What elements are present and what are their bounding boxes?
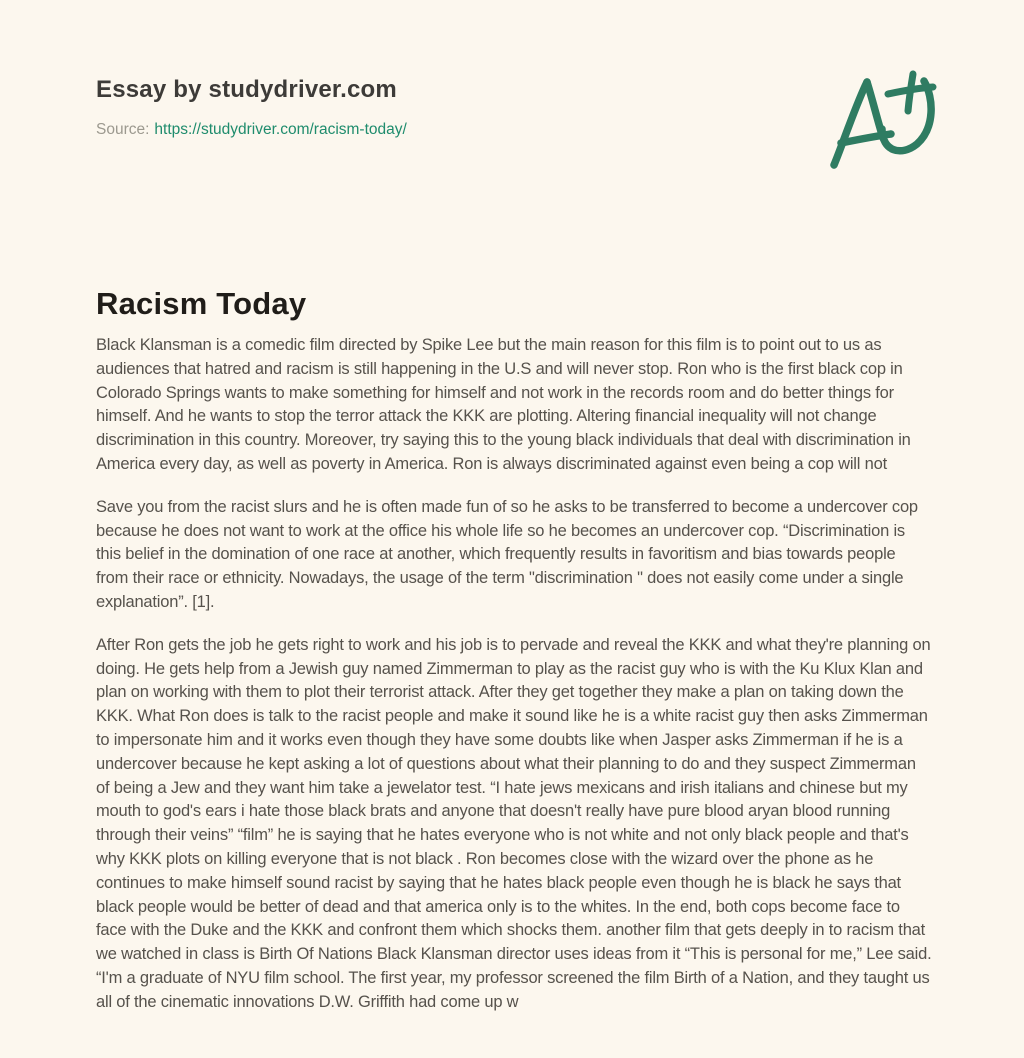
essay-paragraph-3: After Ron gets the job he gets right to work and his job is to pervade and reveal the KKK and what they're planning on doing. He gets help from a Jewish guy named Zimmerman to play as the racist guy who is with the Ku Klux Klan and plan on working with them to plot their terrorist attack. After they get together they make a plan on taking down the KKK. What Ron does is talk to the racist people and make it sound like he is a white racist guy then asks Zimmerman to impersonate him and it works even though they have some doubts like when Jasper asks Zimmerman if he is a undercover because he kept asking a lot of questions about what their planning to do and they suspect Zimmerman of being a Jew and they want him take a jewelator test. “I hate jews mexicans and irish italians and chinese but my mouth to god's ears i hate those black brats and anyone that doesn't really have pure blood aryan blood running through their veins” “film” he is saying that he hates everyone who is not white and not only black people and that's why KKK plots on killing everyone that is not black . Ron becomes close with the wizard over the phone as he continues to make himself sound racist by saying that he hates black people even though he is black he says that black people would be better of dead and that america only is to the whites. In the end, both cops become face to face with the Duke and the KKK and confront them which shocks them. another film that gets deeply in to racism that we watched in class is Birth Of Nations Black Klansman director uses ideas from it “This is personal for me,” Lee said. “I'm a graduate of NYU film school. The first year, my professor screened the film Birth of a Nation, and they taught us all of the cinematic innovations D.W. Griffith had come up w bbox=[96, 635, 932, 1011]
source-label: Source: bbox=[96, 121, 150, 138]
source-link[interactable]: https://studydriver.com/racism-today/ bbox=[154, 121, 407, 138]
page-header bbox=[96, 76, 928, 172]
essay-title: Racism Today bbox=[96, 286, 307, 321]
essay-body bbox=[96, 334, 932, 1015]
header-text-block bbox=[96, 76, 407, 140]
source-line bbox=[96, 120, 407, 140]
essay-paragraph-2: Save you from the racist slurs and he is often made fun of so he asks to be transferred to become a undercover cop because he does not want to work at the office his whole life so he becomes an undercover cop. “Discrimination is this belief in the domination of one race at another, which frequently results in favoritism and bias towards people from their race or ethnicity. Nowadays, the usage of the term "discrimination " does not easily come under a single explanation”. [1]. bbox=[96, 497, 918, 611]
a-plus-grade-icon bbox=[822, 68, 942, 172]
site-header-title: Essay by studydriver.com bbox=[96, 76, 397, 103]
essay-content bbox=[96, 286, 932, 1015]
essay-paragraph-1: Black Klansman is a comedic film directed by Spike Lee but the main reason for this film is to point out to us as audiences that hatred and racism is still happening in the U.S and will never stop. Ron who is the first black cop in Colorado Springs wants to make something for himself and not work in the records room and do better things for himself. And he wants to stop the terror attack the KKK are plotting. Altering financial inequality will not change discrimination in this country. Moreover, try saying this to the young black individuals that deal with discrimination in America every day, as well as poverty in America. Ron is always discriminated against even being a cop will not bbox=[96, 336, 911, 473]
